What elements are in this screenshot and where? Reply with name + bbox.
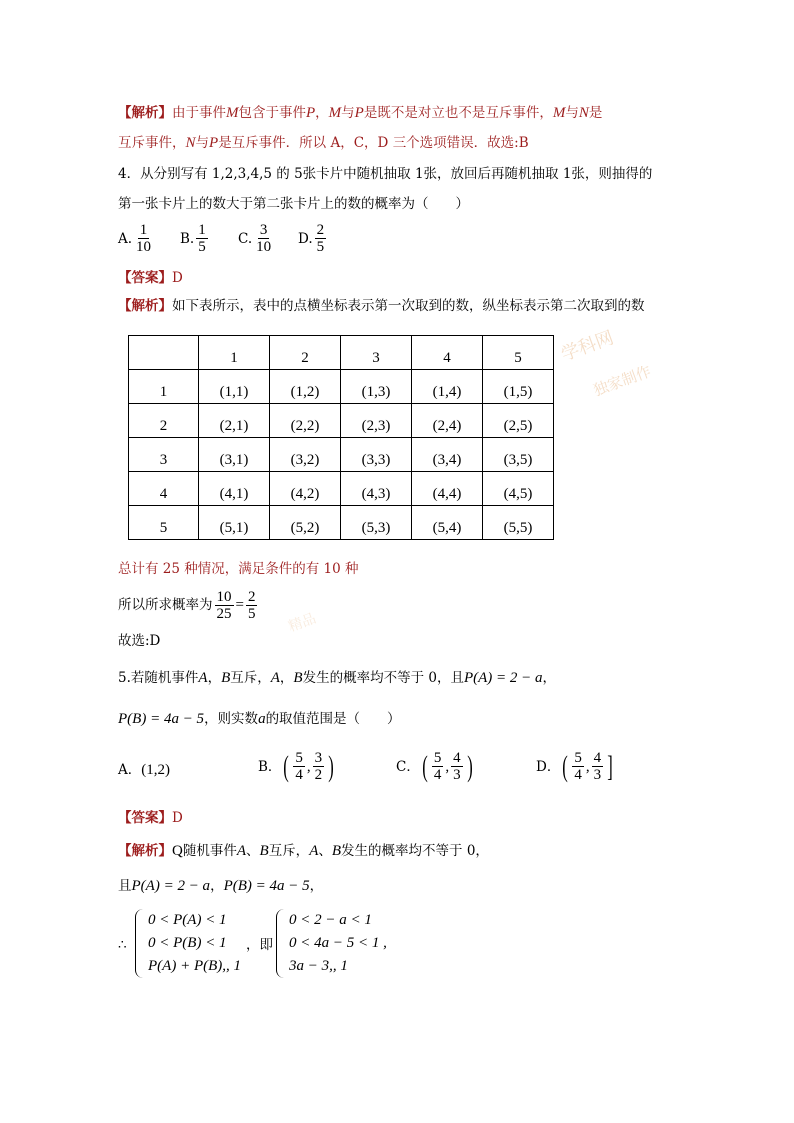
q5-answer: 【答案】D [118,810,183,826]
q5-analysis-line1: 【解析】Q随机事件A、B互斥，A、B发生的概率均不等于 0， [118,843,489,859]
inequality-system-1: 0 < P(A) < 1 0 < P(B) < 1 P(A) + P(B),, 1 [135,909,241,978]
q4-probability-line: 所以所求概率为 $\frac{10}{25}$ = $\frac{2}{5}$ [118,588,256,622]
therefore-symbol: ∴ [118,937,127,953]
q4-final: 故选:D [118,633,161,649]
table-row: 1 (1,1) (1,2) (1,3) (1,4) (1,5) [129,370,554,404]
fraction: $\frac{1}{10}$ [136,222,152,255]
q4-stem-line1: 4．从分别写有 1,2,3,4,5 的 5张卡片中随机抽取 1张，放回后再随机抽取 1张，则抽得的 [118,166,653,182]
table-row: 3 (3,1) (3,2) (3,3) (3,4) (3,5) [129,438,554,472]
table-row: 4 (4,1) (4,2) (4,3) (4,4) (4,5) [129,472,554,506]
q5-option-b[interactable]: B． ( $\frac{5}{4}$ , $\frac{3}{2}$ ) [258,749,334,783]
q5-option-c[interactable]: C． ( $\frac{5}{4}$ , $\frac{4}{3}$ ) [396,749,473,783]
q5-options [118,750,618,794]
q3-analysis-line2: 互斥事件，N与P是互斥事件．所以 A，C，D 三个选项错误．故选:B [118,135,529,151]
q4-option-d[interactable]: D. $\frac{2}{5}$ [298,222,325,255]
q4-option-b[interactable]: B. $\frac{1}{5}$ [180,222,206,255]
fraction: $\frac{1}{5}$ [198,222,206,255]
inequality-system-2: 0 < 2 − a < 1 0 < 4a − 5 < 1 , 3a − 3,, 1 [276,909,387,978]
q5-analysis-line2: 且P(A) = 2 − a，P(B) = 4a − 5， [118,878,324,894]
q4-option-c[interactable]: C. $\frac{3}{10}$ [238,222,272,255]
q4-option-a[interactable]: A. $\frac{1}{10}$ [118,222,152,255]
fraction: $\frac{2}{5}$ [247,588,256,622]
table-header-row: 1 2 3 4 5 [129,336,554,370]
q4-answer: 【答案】D [118,270,183,286]
analysis-tag: 【解析】 [118,105,172,121]
table-row: 2 (2,1) (2,2) (2,3) (2,4) (2,5) [129,404,554,438]
q4-count-line: 总计有 25 种情况，满足条件的有 10 种 [118,561,359,577]
q5-stem-line2: P(B) = 4a − 5，则实数a的取值范围是（ ） [118,711,401,727]
fraction: $\frac{2}{5}$ [316,222,325,255]
q3-analysis-line1: 【解析】由于事件M包含于事件P，M与P是既不是对立也不是互斥事件，M与N是 [118,105,603,121]
q5-option-d[interactable]: D． ( $\frac{5}{4}$ , $\frac{4}{3}$ ] [536,749,613,783]
fraction: $\frac{10}{25}$ [216,588,232,622]
q5-stem-line1: 5.若随机事件A，B互斥，A，B发生的概率均不等于 0，且P(A) = 2 − a， [118,670,557,686]
watermark: 独家制作 [590,362,654,400]
table-row: 5 (5,1) (5,2) (5,3) (5,4) (5,5) [129,506,554,540]
since-symbol: Q [172,843,183,859]
q4-stem-line2: 第一张卡片上的数大于第二张卡片上的数的概率为（ ） [118,196,469,212]
watermark: 精品 [286,610,319,636]
sample-space-table [128,335,554,540]
q4-analysis: 【解析】如下表所示，表中的点横坐标表示第一次取到的数，纵坐标表示第二次取到的数 [118,298,645,314]
ji-connector: ，即 [246,937,273,953]
fraction: $\frac{3}{10}$ [256,222,272,255]
q5-option-a[interactable]: A． (1,2) [118,762,170,778]
watermark: 学科网 [558,327,617,366]
